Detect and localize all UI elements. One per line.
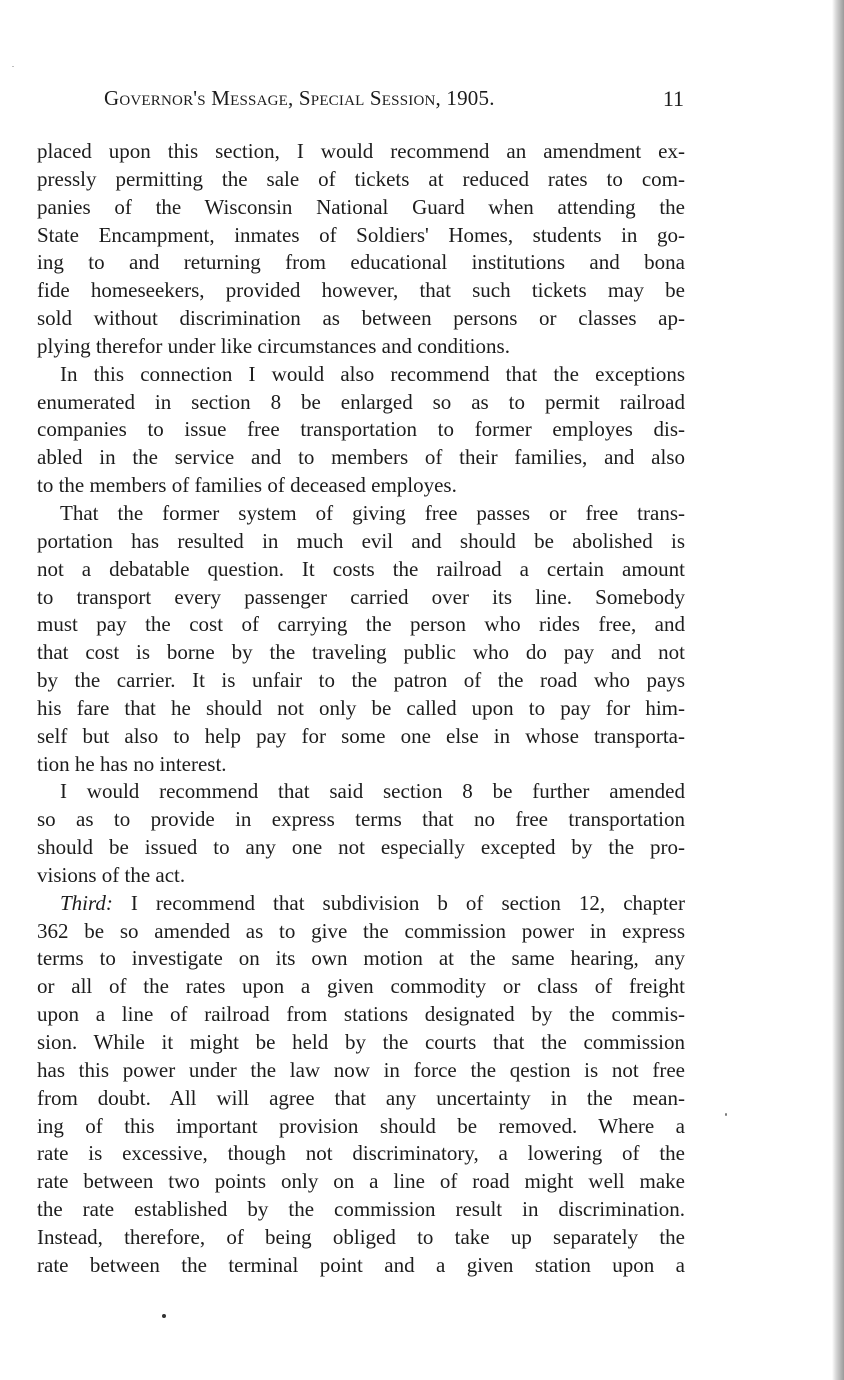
text-line: to transport every passenger carried over its line. Somebody xyxy=(37,584,685,609)
text-line: not a debatable question. It costs the railroad a certain amount xyxy=(37,556,685,581)
text-line: his fare that he should not only be called upon to pay for him- xyxy=(37,695,685,720)
page-scan-edge xyxy=(832,0,844,1380)
text-line xyxy=(37,890,685,918)
paragraph-free-passes xyxy=(37,500,685,778)
scan-speck xyxy=(162,1314,166,1318)
text-line: portation has resulted in much evil and should be abolished is xyxy=(37,528,685,553)
text-line: ing of this important provision should be removed. Where a xyxy=(37,1113,685,1138)
scan-speck xyxy=(12,66,14,67)
text-line: panies of the Wisconsin National Guard when attending the xyxy=(37,194,685,219)
paragraph-section-8-amendment xyxy=(37,778,685,889)
text-line: or all of the rates upon a given commodity or class of freight xyxy=(37,974,685,999)
paragraph-continuation xyxy=(37,138,685,361)
text-line: abled in the service and to members of their families, and also xyxy=(37,445,685,470)
text-line: rate between the terminal point and a given station upon a xyxy=(37,1252,685,1277)
text-line: sold without discrimination as between persons or classes ap- xyxy=(37,306,685,331)
paragraph-exceptions xyxy=(37,361,685,500)
text-line: enumerated in section 8 be enlarged so as to permit railroad xyxy=(37,389,685,414)
running-title: Governor's Message, Special Session, 1905. xyxy=(104,86,495,110)
text-line: upon a line of railroad from stations designated by the commis- xyxy=(37,1002,685,1027)
text-line: rate is excessive, though not discriminatory, a lowering of the xyxy=(37,1141,685,1166)
text-line: terms to investigate on its own motion at the same hearing, any xyxy=(37,946,685,971)
text-line: placed upon this section, I would recommend an amendment ex- xyxy=(37,139,685,163)
text-line: so as to provide in express terms that no free transportation xyxy=(37,807,685,832)
text-line: should be issued to any one not especially excepted by the pro- xyxy=(37,835,685,860)
text-line: by the carrier. It is unfair to the patron of the road who pays xyxy=(37,668,685,693)
text-line-rest: I recommend that subdivision b of section 12, chapter xyxy=(112,890,685,915)
text-line: That the former system of giving free passes or free trans- xyxy=(60,500,685,525)
text-line: ing to and returning from educational institutions and bona xyxy=(37,250,685,275)
text-line: from doubt. All will agree that any uncertainty in the mean- xyxy=(37,1085,685,1110)
text-line: must pay the cost of carrying the person who rides free, and xyxy=(37,612,685,637)
paragraph-third-recommendation xyxy=(37,890,685,1280)
body-text xyxy=(37,138,685,1280)
text-line: State Encampment, inmates of Soldiers' Homes, students in go- xyxy=(37,222,685,247)
text-line: pressly permitting the sale of tickets at reduced rates to com- xyxy=(37,166,685,191)
text-line: Instead, therefore, of being obliged to take up separately the xyxy=(37,1224,685,1249)
page-number: 11 xyxy=(662,86,684,111)
text-line: that cost is borne by the traveling public who do pay and not xyxy=(37,640,685,665)
text-line: In this connection I would also recommend that the exceptions xyxy=(60,361,685,386)
text-line: I would recommend that said section 8 be further amended xyxy=(60,779,685,804)
text-line: rate between two points only on a line of road might well make xyxy=(37,1169,685,1194)
text-line: the rate established by the commission result in discrimination. xyxy=(37,1197,685,1222)
text-line: tion he has no interest. xyxy=(37,751,227,776)
text-line: to the members of families of deceased employes. xyxy=(37,473,457,498)
scan-speck xyxy=(725,1113,727,1116)
run-in-heading: Third: xyxy=(60,890,113,915)
text-line: companies to issue free transportation to former employes dis- xyxy=(37,417,685,442)
text-line: sion. While it might be held by the courts that the commission xyxy=(37,1030,685,1054)
text-line: has this power under the law now in force the qestion is not free xyxy=(37,1057,685,1082)
text-line: plying therefor under like circumstances and conditions. xyxy=(37,333,510,358)
text-line: fide homeseekers, provided however, that such tickets may be xyxy=(37,278,685,303)
text-line: visions of the act. xyxy=(37,862,186,887)
page-header xyxy=(104,86,684,116)
text-line: 362 be so amended as to give the commission power in express xyxy=(37,918,685,943)
text-line: self but also to help pay for some one else in whose transporta- xyxy=(37,723,685,748)
